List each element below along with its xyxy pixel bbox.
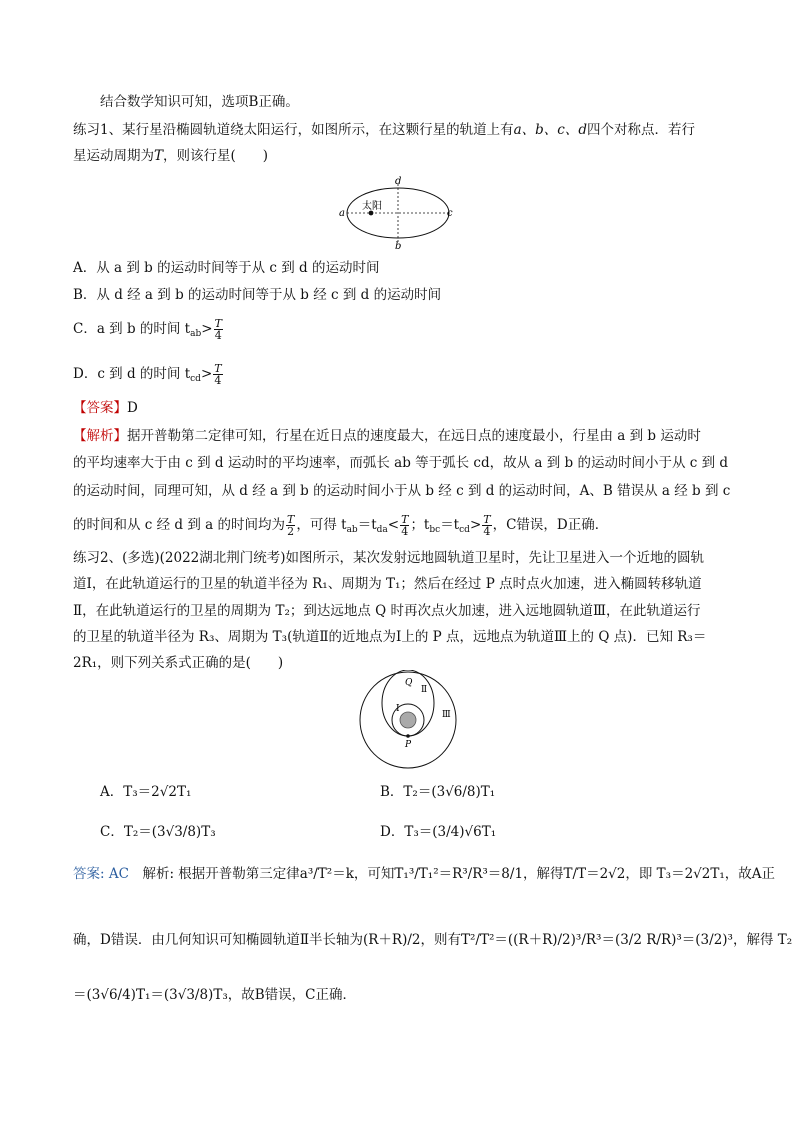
sun-label: 太阳 [362, 201, 382, 212]
q1-orbit-figure [335, 172, 460, 252]
q1-stem-line1: 练习1、某行星沿椭圆轨道绕太阳运行，如图所示，在这颗行星的轨道上有a、b、c、d四个对称点．若行 [73, 122, 695, 138]
q1-analysis-line3: 的运动时间，同理可知，从 d 经 a 到 b 的运动时间小于从 b 经 c 到 d 的运动时间，A、B 错误从 a 经 b 到 c [73, 483, 731, 499]
q2-option-d: D．T₃＝(3/4)√6T₁ [380, 824, 497, 840]
label-orbit-I: Ⅰ [396, 704, 400, 714]
q2-option-b: B．T₂＝(3√6/8)T₁ [380, 784, 496, 800]
point-b: b [395, 241, 402, 252]
q2-stem-line4: 的卫星的轨道半径为 R₃、周期为 T₃(轨道Ⅱ的近地点为Ⅰ上的 P 点，远地点为轨道Ⅲ上的 Q 点)．已知 R₃＝ [73, 629, 707, 645]
earth [400, 712, 416, 728]
point-a: a [339, 208, 345, 219]
q1-option-c: C．a 到 b 的时间 $t_{ab}>$ $\frac{T}{4}$ [73, 317, 222, 342]
label-orbit-II: Ⅱ [421, 685, 428, 695]
q1-analysis-line4: 的时间和从 c 经 d 到 a 的时间均为 $\frac{T}{2}$ ，可得 $t_{ab}=t_{da}<$ $\frac{T}{4}$ ；$t_{bc}=t_{cd}>$ $\frac{T}{4}$ ，C错误，D正确． [73, 513, 609, 538]
q2-option-c: C．T₂＝(3√3/8)T₃ [100, 824, 216, 840]
q1-option-b: B．从 d 经 a 到 b 的运动时间等于从 b 经 c 到 d 的运动时间 [73, 287, 442, 303]
q2-stem-line1: 练习2、(多选)(2022湖北荆门统考)如图所示，某次发射远地圆轨道卫星时，先让卫星进入一个近地的圆轨 [73, 550, 705, 566]
q1-analysis-line1: 【解析】据开普勒第二定律可知，行星在近日点的速度最大，在远日点的速度最小，行星由 a 到 b 运动时 [73, 428, 701, 444]
label-p: P [405, 740, 412, 750]
q1-answer: 【答案】D [73, 400, 138, 416]
label-orbit-III: Ⅲ [442, 710, 451, 720]
q1-stem-line2: 星运动周期为T，则该行星( ) [73, 148, 269, 164]
q2-orbit-figure [358, 670, 458, 770]
point-d: d [395, 176, 402, 187]
q2-solution-line3: ＝(3√6/4)T₁＝(3√3/8)T₃，故B错误，C正确． [73, 987, 356, 1003]
q2-stem-line2: 道Ⅰ，在此轨道运行的卫星的轨道半径为 R₁、周期为 T₁；然后在经过 P 点时点火加速，进入椭圆转移轨道 [73, 576, 702, 592]
point-c: c [447, 208, 453, 219]
point-p-dot [406, 734, 410, 738]
q2-stem-line3: Ⅱ，在此轨道运行的卫星的周期为 T₂；到达远地点 Q 时再次点火加速，进入远地圆轨道Ⅲ，在此轨道运行 [73, 603, 701, 619]
q2-solution-line1: 答案: AC 解析: 根据开普勒第三定律a³/T²＝k，可知T₁³/T₁²＝R³/R³＝8/1，解得T/T＝2√2，即 T₃＝2√2T₁，故A正 [73, 866, 776, 882]
intro-text: 结合数学知识可知，选项B正确。 [100, 94, 299, 110]
label-q: Q [405, 678, 413, 688]
q2-solution-line2: 确，D错误．由几何知识可知椭圆轨道Ⅱ半长轴为(R＋R)/2，则有T²/T²＝((R＋R)/2)³/R³＝(3/2 R/R)³＝(3/2)³，解得 T₂ [73, 932, 793, 948]
q1-option-a: A．从 a 到 b 的运动时间等于从 c 到 d 的运动时间 [73, 260, 380, 276]
q2-stem-line5: 2R₁，则下列关系式正确的是( ) [73, 655, 284, 671]
q1-option-d: D．c 到 d 的时间 $t_{cd}>$ $\frac{T}{4}$ [73, 362, 222, 387]
q1-analysis-line2: 的平均速率大于由 c 到 d 运动时的平均速率，而弧长 ab 等于弧长 cd，故从 a 到 b 的运动时间小于从 c 到 d [73, 455, 729, 471]
q2-option-a: A．T₃＝2√2T₁ [100, 784, 192, 800]
